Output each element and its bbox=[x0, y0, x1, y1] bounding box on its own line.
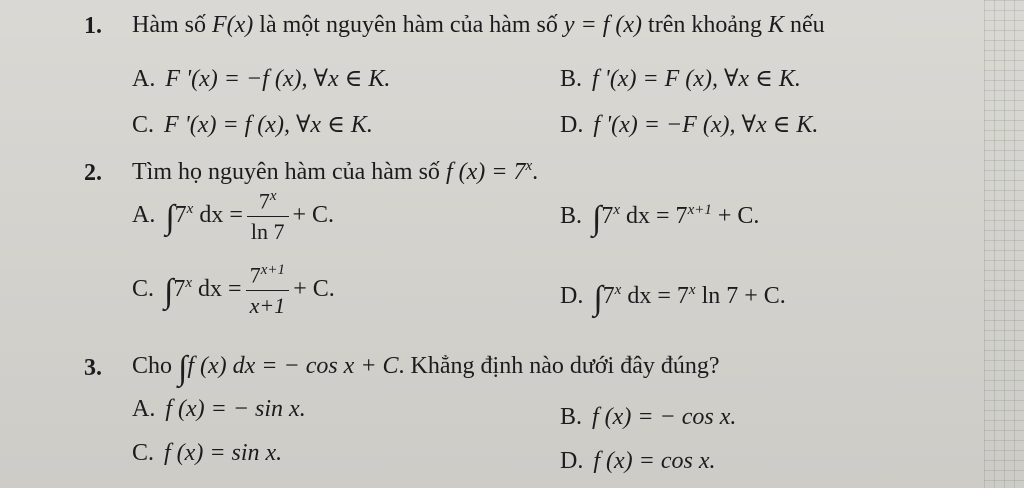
q2-text-b: f (x) = 7 bbox=[445, 159, 526, 185]
option-text: f (x) = − cos x. bbox=[592, 404, 737, 430]
q1-text-e: trên khoảng bbox=[642, 12, 769, 38]
fraction bbox=[247, 188, 289, 245]
base: 7 bbox=[601, 203, 614, 229]
q1-text-b: F(x) bbox=[212, 12, 254, 38]
option-label: D. bbox=[560, 112, 584, 138]
q1-text-g: nếu bbox=[784, 12, 825, 38]
option-label: B. bbox=[560, 404, 583, 430]
q3-option-c[interactable] bbox=[132, 440, 282, 467]
fraction bbox=[246, 262, 290, 319]
constant: + C. bbox=[293, 276, 335, 303]
denominator: x+1 bbox=[246, 290, 290, 319]
numerator: 7 bbox=[258, 188, 270, 214]
base: 7 bbox=[173, 276, 186, 303]
q3-text-c: . Khẳng định nào dưới đây đúng? bbox=[398, 353, 720, 379]
option-text: f (x) = cos x. bbox=[593, 448, 716, 474]
numerator: 7 bbox=[249, 262, 261, 288]
option-label: D. bbox=[560, 448, 584, 474]
question-1-number: 1. bbox=[84, 13, 102, 39]
q2-option-b[interactable] bbox=[560, 200, 759, 238]
base: 7 bbox=[174, 202, 187, 229]
q3-option-d[interactable] bbox=[560, 448, 716, 475]
q3-option-b[interactable] bbox=[560, 404, 736, 431]
q1-option-d[interactable] bbox=[560, 110, 818, 139]
q2-option-a[interactable] bbox=[132, 188, 334, 245]
q2-text-c: . bbox=[532, 159, 539, 185]
integral-sign: ∫ bbox=[165, 199, 175, 237]
dx-equals: dx = 7 bbox=[626, 203, 688, 229]
q1-text-c: là một nguyên hàm của hàm số bbox=[253, 12, 564, 38]
question-1-stem bbox=[132, 12, 825, 39]
integral-sign: ∫ bbox=[164, 273, 174, 311]
option-label: A. bbox=[132, 396, 156, 422]
option-label: C. bbox=[132, 112, 155, 138]
option-label: B. bbox=[560, 66, 583, 92]
question-2-stem bbox=[132, 158, 538, 186]
constant: ln 7 + C. bbox=[695, 283, 786, 309]
q2-option-d[interactable] bbox=[560, 280, 786, 318]
q1-option-c[interactable] bbox=[132, 110, 373, 139]
q1-text-a: Hàm số bbox=[132, 12, 212, 38]
q3-text-b: f (x) dx = − cos x + C bbox=[187, 353, 399, 379]
option-label: A. bbox=[132, 66, 156, 92]
integral-sign: ∫ bbox=[593, 280, 603, 317]
rhs-exponent: x+1 bbox=[687, 202, 712, 218]
base: 7 bbox=[602, 283, 615, 309]
option-text: F '(x) = f (x), ∀x ∈ K. bbox=[164, 112, 373, 138]
exponent: x bbox=[186, 201, 194, 218]
dx-equals: dx = bbox=[198, 276, 242, 303]
rhs-exponent: x bbox=[688, 282, 696, 298]
q2-exponent: x bbox=[525, 158, 533, 174]
q2-option-c[interactable] bbox=[132, 262, 335, 319]
integral-sign: ∫ bbox=[592, 200, 602, 237]
q3-text-a: Cho bbox=[132, 353, 179, 379]
option-text: F '(x) = −f (x), ∀x ∈ K. bbox=[165, 66, 391, 92]
dx-equals: dx = bbox=[199, 202, 243, 229]
option-text: f '(x) = F (x), ∀x ∈ K. bbox=[592, 66, 801, 92]
grid-paper-edge bbox=[984, 0, 1024, 488]
numerator-exponent: x+1 bbox=[260, 262, 286, 278]
question-3-number: 3. bbox=[84, 355, 102, 381]
q1-option-a[interactable] bbox=[132, 64, 390, 93]
q2-text-a: Tìm họ nguyên hàm của hàm số bbox=[132, 159, 446, 185]
option-text: f (x) = − sin x. bbox=[165, 396, 306, 422]
dx-equals: dx = 7 bbox=[627, 283, 689, 309]
option-text: f (x) = sin x. bbox=[164, 440, 283, 466]
q1-option-b[interactable] bbox=[560, 64, 801, 93]
option-label: B. bbox=[560, 203, 583, 229]
q3-option-a[interactable] bbox=[132, 396, 306, 423]
integral-sign: ∫ bbox=[178, 350, 188, 387]
option-label: D. bbox=[560, 283, 584, 309]
q1-text-f: K bbox=[768, 12, 785, 38]
option-text: f '(x) = −F (x), ∀x ∈ K. bbox=[593, 112, 819, 138]
option-label: C. bbox=[132, 276, 155, 303]
question-3-stem bbox=[132, 350, 720, 388]
exponent: x bbox=[614, 282, 622, 298]
numerator-exponent: x bbox=[269, 188, 277, 204]
denominator: ln 7 bbox=[247, 216, 289, 245]
question-2-number: 2. bbox=[84, 160, 102, 186]
option-label: C. bbox=[132, 440, 155, 466]
constant: + C. bbox=[292, 202, 335, 229]
constant: + C. bbox=[711, 203, 760, 229]
exponent: x bbox=[613, 202, 621, 218]
exponent: x bbox=[185, 275, 193, 292]
q1-text-d: y = f (x) bbox=[563, 12, 643, 38]
option-label: A. bbox=[132, 202, 156, 229]
